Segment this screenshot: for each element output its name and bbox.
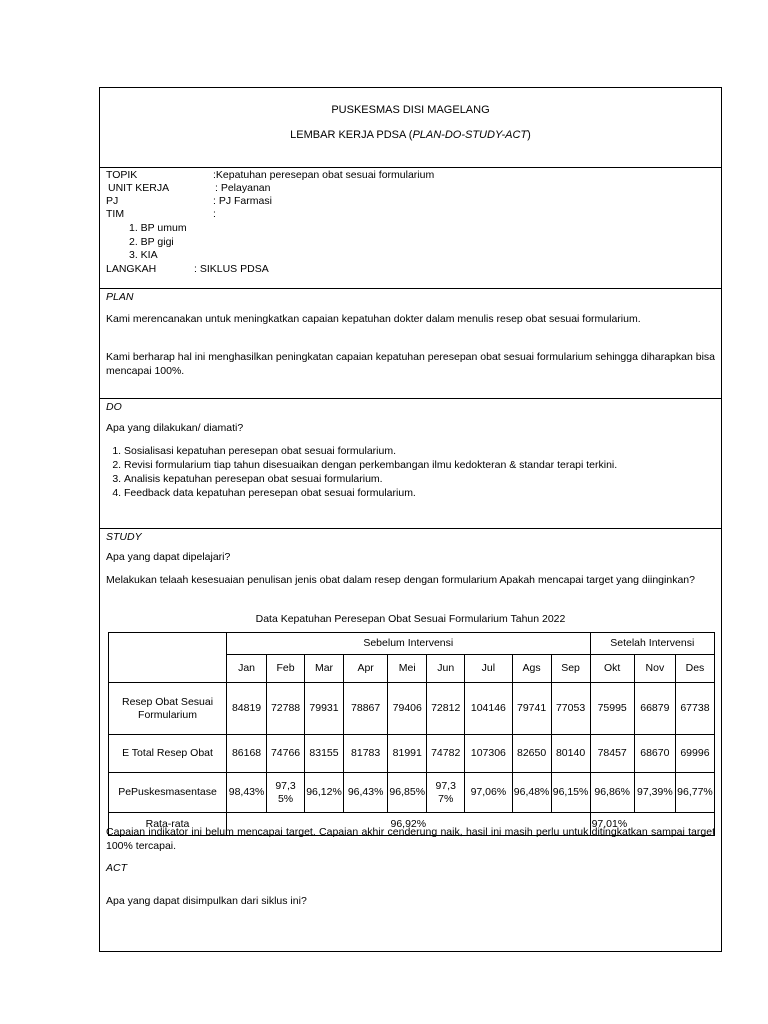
table-cell: 78867 (344, 683, 388, 735)
group-before: Sebelum Intervensi (227, 633, 591, 655)
table-cell: 96,48% (512, 773, 551, 813)
table-cell: 75995 (590, 683, 634, 735)
act-question: Apa yang dapat disimpulkan dari siklus ini? (106, 895, 307, 907)
tim-item: 2. BP gigi (129, 236, 174, 248)
act-heading: ACT (106, 862, 127, 874)
month-header: Okt (590, 655, 634, 683)
table-group-row (109, 633, 715, 655)
do-step: 1. Sosialisasi kepatuhan peresepan obat sesuai formularium. (124, 444, 714, 458)
table-cell: 74782 (427, 735, 465, 773)
doc-title (100, 129, 721, 141)
month-header: Ags (512, 655, 551, 683)
pj-value: : PJ Farmasi (213, 195, 272, 207)
plan-section (100, 288, 721, 398)
study-section (100, 528, 721, 873)
table-cell: 67738 (675, 683, 714, 735)
table-cell: 79741 (512, 683, 551, 735)
table-cell: 98,43% (227, 773, 267, 813)
do-step: 3. Analisis kepatuhan peresepan obat sesuai formularium. (124, 472, 714, 486)
study-paragraph: Melakukan telaah kesesuaian penulisan jenis obat dalam resep dengan formularium Apakah mencapai target yang diinginkan? (106, 574, 695, 586)
table-cell: 96,12% (305, 773, 344, 813)
table-cell: 81783 (344, 735, 388, 773)
langkah-label: LANGKAH (106, 263, 157, 275)
table-cell: 97,39% (634, 773, 675, 813)
month-header: Sep (551, 655, 590, 683)
month-header: Jul (465, 655, 512, 683)
table-cell: 82650 (512, 735, 551, 773)
avg-before: 96,92% (227, 813, 591, 836)
group-after: Setelah Intervensi (590, 633, 714, 655)
table-cell: 78457 (590, 735, 634, 773)
table-cell: 96,77% (675, 773, 714, 813)
table-cell: 83155 (305, 735, 344, 773)
table-cell: 79931 (305, 683, 344, 735)
table-cell: 80140 (551, 735, 590, 773)
tim-item: 3. KIA (129, 249, 158, 261)
tim-value: : (213, 208, 216, 220)
table-cell: 69996 (675, 735, 714, 773)
info-section (100, 167, 721, 288)
do-step: 4. Feedback data kepatuhan peresepan obat sesuai formularium. (124, 486, 714, 500)
table-cell: 74766 (267, 735, 305, 773)
plan-paragraph-1: Kami merencanakan untuk meningkatkan capaian kepatuhan dokter dalam menulis resep obat sesuai formularium. (106, 313, 641, 325)
plan-paragraph-2: Kami berharap hal ini menghasilkan peningkatan capaian kepatuhan peresepan obat sesuai formularium sehingga diharapkan bisa mencapai 100%. (106, 351, 715, 377)
table-cell: 96,43% (344, 773, 388, 813)
month-header: Jun (427, 655, 465, 683)
table-title: Data Kepatuhan Peresepan Obat Sesuai Formularium Tahun 2022 (255, 613, 566, 625)
unit-label: UNIT KERJA (108, 182, 170, 194)
row-label: PePuskesmasentase (109, 773, 227, 813)
do-question: Apa yang dilakukan/ diamati? (106, 422, 244, 434)
table-cell: 104146 (465, 683, 512, 735)
table-cell: 79406 (388, 683, 427, 735)
topik-value: :Kepatuhan peresepan obat sesuai formularium (213, 169, 435, 181)
table-cell: 77053 (551, 683, 590, 735)
title-suffix: ) (527, 129, 531, 141)
table-cell: 107306 (465, 735, 512, 773)
table-cell: 72788 (267, 683, 305, 735)
compliance-table (108, 632, 715, 836)
study-conclusion: Capaian indikator ini belum mencapai target. Capaian akhir cenderung naik, hasil ini masih perlu untuk ditingkatkan sampai target 100% tercapai. (106, 826, 715, 852)
table-row (109, 683, 715, 735)
month-header: Jan (227, 655, 267, 683)
title-prefix: LEMBAR KERJA PDSA ( (290, 129, 413, 141)
table-cell: 96,86% (590, 773, 634, 813)
tim-label: TIM (106, 208, 125, 220)
row-label: Resep Obat Sesuai Formularium (109, 683, 227, 735)
month-header: Mei (388, 655, 427, 683)
study-question: Apa yang dapat dipelajari? (106, 551, 231, 563)
topik-label: TOPIK (106, 169, 138, 181)
do-heading: DO (106, 401, 122, 413)
month-header: Feb (267, 655, 305, 683)
pj-label: PJ (106, 195, 119, 207)
table-cell: 97,35% (267, 773, 305, 813)
table-cell: 96,15% (551, 773, 590, 813)
do-step: 2. Revisi formularium tiap tahun disesuaikan dengan perkembangan ilmu kedokteran & standar terapi terkini. (124, 458, 714, 472)
table-cell: 81991 (388, 735, 427, 773)
row-label: E Total Resep Obat (109, 735, 227, 773)
do-section (100, 398, 721, 528)
month-header: Nov (634, 655, 675, 683)
table-cell: 68670 (634, 735, 675, 773)
table-cell: 84819 (227, 683, 267, 735)
table-cell: 97,06% (465, 773, 512, 813)
table-corner (109, 633, 227, 683)
table-cell: 96,85% (388, 773, 427, 813)
tim-item: 1. BP umum (129, 222, 187, 234)
table-row (109, 773, 715, 813)
act-section (100, 873, 721, 951)
avg-label: Rata-rata (109, 813, 227, 836)
table-cell: 66879 (634, 683, 675, 735)
org-title (100, 104, 721, 116)
plan-heading: PLAN (106, 291, 134, 303)
month-header: Apr (344, 655, 388, 683)
table-row (109, 735, 715, 773)
table-cell: 97,37% (427, 773, 465, 813)
langkah-value: : SIKLUS PDSA (194, 263, 269, 275)
month-header: Des (675, 655, 714, 683)
table-cell: 72812 (427, 683, 465, 735)
month-header: Mar (305, 655, 344, 683)
study-heading: STUDY (106, 531, 142, 543)
do-steps (106, 444, 714, 500)
org-name: PUSKESMAS DISI MAGELANG (331, 104, 490, 116)
pdsa-worksheet (99, 87, 722, 952)
table-cell: 86168 (227, 735, 267, 773)
title-italic: PLAN-DO-STUDY-ACT (412, 129, 528, 141)
avg-after: 97,01% (590, 813, 714, 836)
unit-value: : Pelayanan (215, 182, 271, 194)
